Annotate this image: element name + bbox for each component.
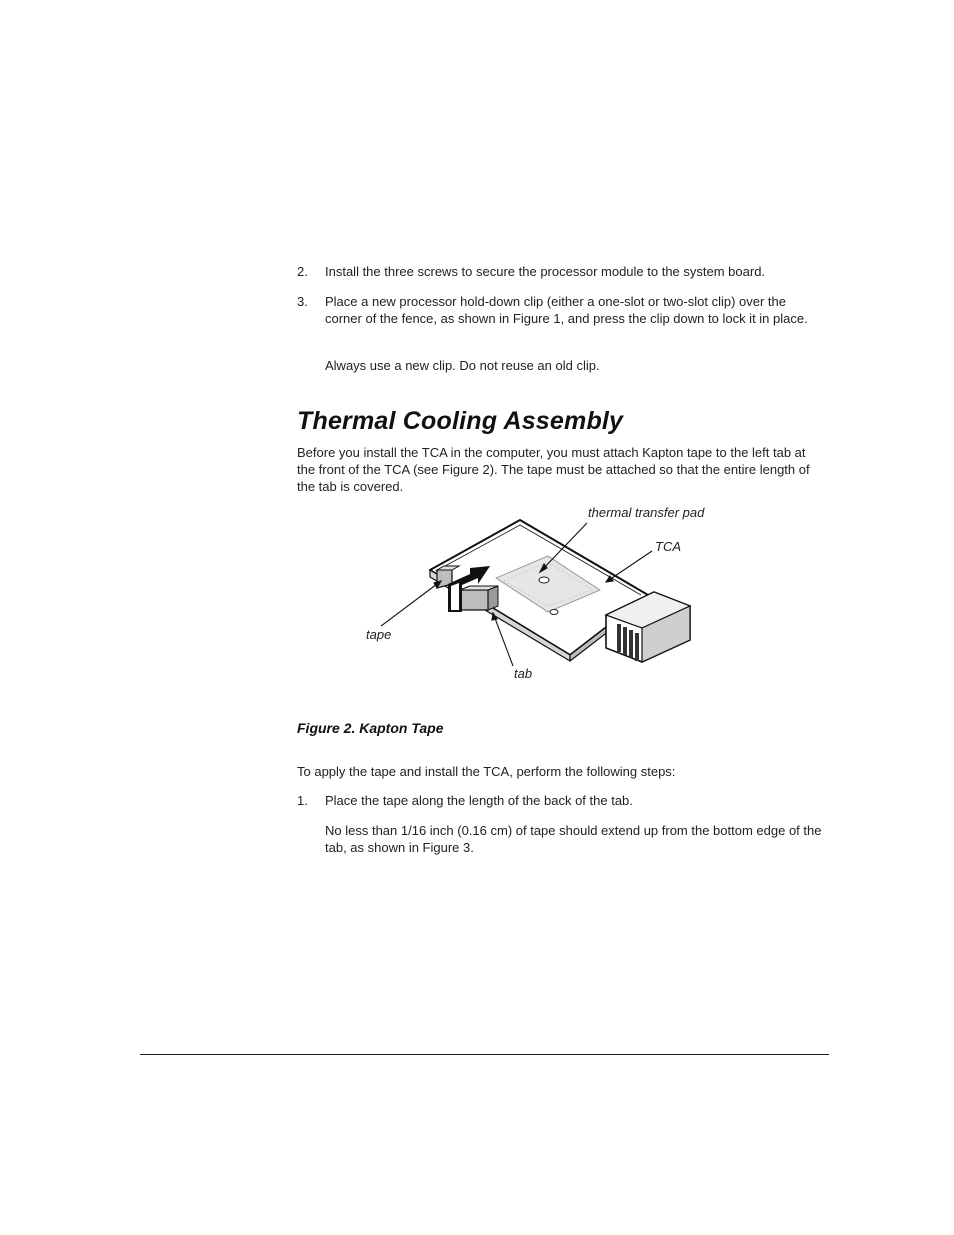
section-intro: Before you install the TCA in the computer, you must attach Kapton tape to the left tab at the front of the TCA (see Figure 2). The tape must be attached so that the entire length of the tab is covered. <box>297 445 810 494</box>
leader-tca <box>606 551 652 582</box>
step-3-text: Place a new processor hold-down clip (either a one-slot or two-slot clip) over the corner of the fence, as shown in Figure 1, and press the clip down to lock it in place. <box>325 294 808 326</box>
label-tab: tab <box>514 666 533 681</box>
leader-tape <box>381 581 441 626</box>
step-3-note: Always use a new clip. Do not reuse an old clip. <box>325 358 600 373</box>
figure-caption: Figure 2. Kapton Tape <box>297 720 444 736</box>
label-tape: tape <box>366 627 392 642</box>
step-2-text: Install the three screws to secure the processor module to the system board. <box>325 264 766 279</box>
footer-rule <box>140 1054 829 1055</box>
procedure-step-1-number: 1. <box>297 793 308 808</box>
procedure-step-1-note: No less than 1/16 inch (0.16 cm) of tape should extend up from the bottom edge of the tab, as shown in Figure 3. <box>325 823 822 855</box>
section-heading: Thermal Cooling Assembly <box>297 407 624 435</box>
label-thermal-transfer-pad: thermal transfer pad <box>588 505 705 520</box>
tab-shape <box>460 586 498 610</box>
step-3-number: 3. <box>297 294 308 309</box>
label-tca: TCA <box>655 539 681 554</box>
procedure-intro: To apply the tape and install the TCA, perform the following steps: <box>297 764 676 779</box>
procedure-step-1-text: Place the tape along the length of the back of the tab. <box>325 793 633 808</box>
step-2-number: 2. <box>297 264 308 279</box>
